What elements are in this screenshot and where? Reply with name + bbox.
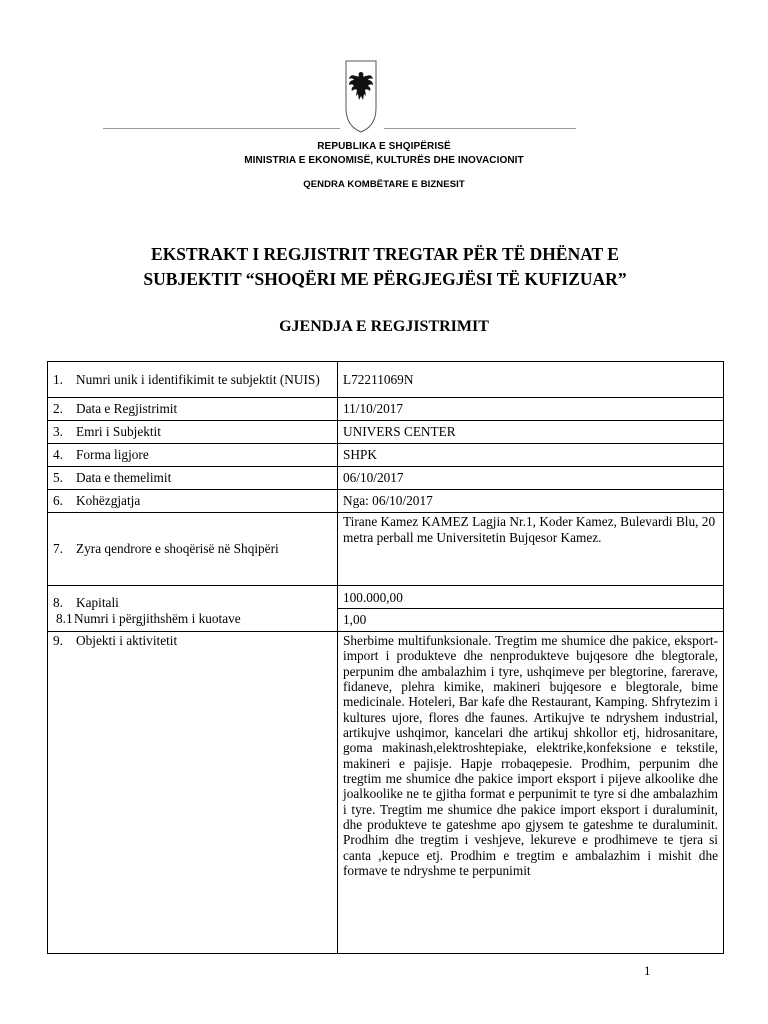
- row-number: 4.: [53, 447, 63, 462]
- page-number: 1: [644, 963, 651, 978]
- section-title: GJENDJA E REGJISTRIMIT: [279, 318, 489, 335]
- registration-table: [47, 361, 724, 954]
- row-number: 7.: [53, 541, 63, 556]
- row-label: Objekti i aktivitetit: [76, 633, 178, 648]
- row-label: Data e themelimit: [76, 470, 172, 485]
- row-value: UNIVERS CENTER: [338, 421, 724, 444]
- table-row: [48, 513, 724, 586]
- row-label: Data e Regjistrimit: [76, 401, 178, 416]
- row-label-cell: [48, 444, 338, 467]
- table-row: [48, 490, 724, 513]
- row-value: L72211069N: [338, 362, 724, 398]
- row-label: Forma ligjore: [76, 447, 149, 462]
- row-label: Kapitali: [76, 594, 119, 610]
- row-number: 2.: [53, 401, 63, 416]
- row-label: Emri i Subjektit: [76, 424, 161, 439]
- table-row: [48, 632, 724, 954]
- row-value: 06/10/2017: [338, 467, 724, 490]
- row-value: Nga: 06/10/2017: [338, 490, 724, 513]
- table-row: [48, 444, 724, 467]
- row-label: Zyra qendrore e shoqërisë në Shqipëri: [76, 541, 279, 556]
- table-row: [48, 467, 724, 490]
- row-value: 11/10/2017: [338, 398, 724, 421]
- row-value: Sherbime multifunksionale. Tregtim me shumice dhe pakice, eksport-import i produkteve dhe nenprodukteve bujqesore dhe blegtorale, perpunim dhe ambalazhim i tyre, ushqimeve per blegtorine, farerave, fidaneve, plehra kimike, makineri bujqesore e blegtorale, bime medicinale. Hoteleri, Bar kafe dhe Restaurant, Kamping. Shfrytezim i kultures ujore, flores dhe faunes. Artikujve te ndryshem industrial, artikujve ushqimor, kancelari dhe artikuj shkollor etj, hidrosanitare, goma makinash,elektroshtepiake, elektrike,konfeksione e tekstile, makineri e pajisje. Hapje rrobaqepesie. Prodhim, perpunim dhe tregtim me shumice dhe pakice import eksport i pijeve alkoolike dhe joalkoolike ne te gjitha format e perpunimit te tyre si dhe ambalazhim i tyre. Tregtim me shumice dhe pakice import eksport i duraluminit, dhe produkteve te gateshme apo gjysem te gateshme te duraluminit. Prodhim dhe tregtim i veshjeve, lekureve e prodhimeve te tjera si canta ,kepuce etj. Prodhim e tregtim e ambalazhim i mishit dhe formave te ndryshme te perpunimit: [338, 632, 724, 954]
- document-title-line-1: EKSTRAKT I REGJISTRIT TREGTAR PËR TË DHËNAT E: [151, 244, 619, 264]
- row-label-cell: [48, 490, 338, 513]
- row-number: 5.: [53, 470, 63, 485]
- table-row: [48, 362, 724, 398]
- table-row: [48, 398, 724, 421]
- row-number: 6.: [53, 493, 63, 508]
- row-number: 8.: [53, 594, 63, 610]
- row-number: 1.: [53, 371, 63, 387]
- table-row: [48, 421, 724, 444]
- row-label: Kohëzgjatja: [76, 493, 141, 508]
- header-rule-left: [103, 128, 340, 129]
- header-business-center: QENDRA KOMBËTARE E BIZNESIT: [303, 179, 465, 190]
- document-title-line-2: SUBJEKTIT “SHOQËRI ME PËRGJEGJËSI TË KUFIZUAR”: [143, 269, 627, 289]
- row-label-cell: [48, 362, 338, 398]
- row-label-cell: [48, 632, 338, 954]
- row-label-cell: [48, 586, 338, 632]
- header-republic: REPUBLIKA E SHQIPËRISË: [317, 141, 451, 152]
- row-value: 100.000,00: [338, 587, 723, 609]
- header-ministry: MINISTRIA E EKONOMISË, KULTURËS DHE INOVACIONIT: [244, 155, 524, 166]
- row-label: Numri unik i identifikimit te subjektit (NUIS): [76, 371, 320, 387]
- row-number: 8.1: [56, 610, 73, 626]
- row-label: Numri i përgjithshëm i kuotave: [74, 610, 241, 626]
- row-label-cell: [48, 421, 338, 444]
- row-label-cell: [48, 398, 338, 421]
- document-title: [60, 242, 710, 292]
- table-row: [48, 586, 724, 632]
- row-number: 9.: [53, 633, 63, 648]
- row-number: 3.: [53, 424, 63, 439]
- row-label-cell: [48, 513, 338, 586]
- row-label-cell: [48, 467, 338, 490]
- coat-of-arms-icon: [344, 60, 378, 134]
- row-value: Tirane Kamez KAMEZ Lagjia Nr.1, Koder Kamez, Bulevardi Blu, 20 metra perball me Universitetin Bujqesor Kamez.: [338, 513, 724, 586]
- row-value: SHPK: [338, 444, 724, 467]
- row-value: 1,00: [343, 611, 367, 627]
- header-rule-right: [384, 128, 576, 129]
- row-value-stack: [338, 586, 724, 632]
